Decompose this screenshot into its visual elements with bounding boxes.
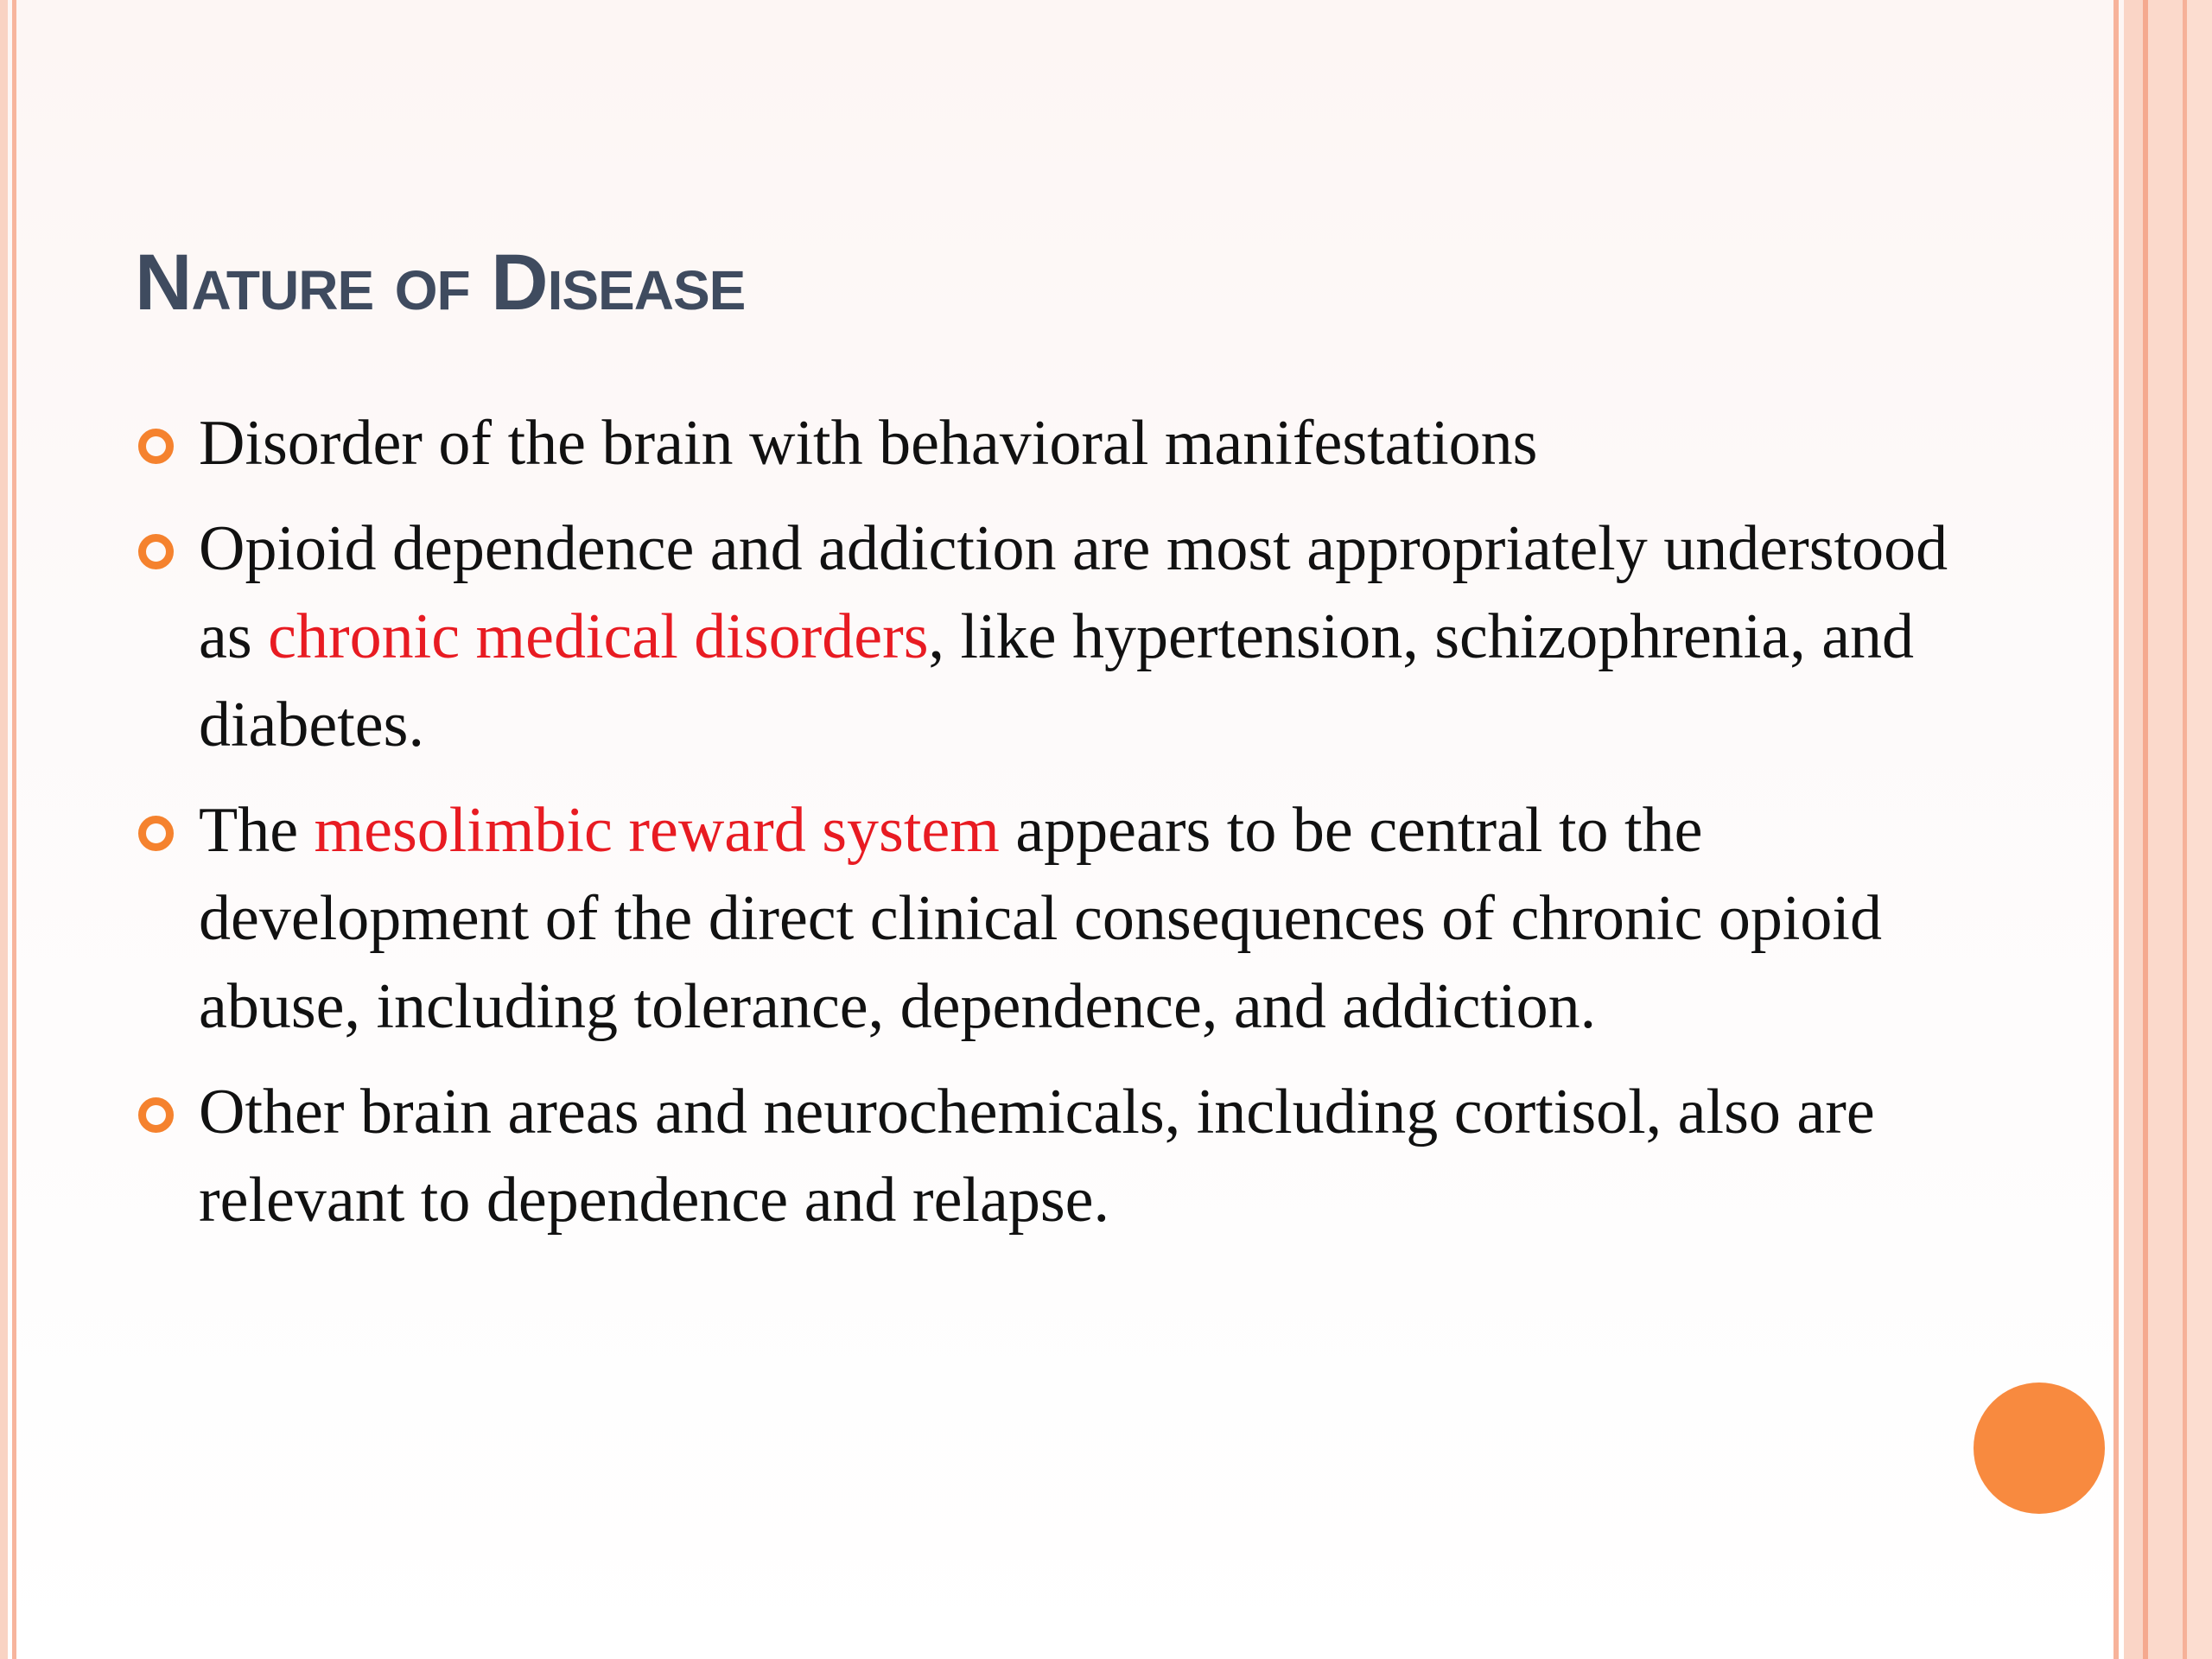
bullet-text: Disorder of the brain with behavioral manifestations <box>199 408 1538 479</box>
right-decorative-stripe <box>2124 0 2143 1659</box>
accent-circle-icon <box>1974 1382 2105 1514</box>
bullet-ring-icon <box>138 1097 174 1133</box>
bullet-item <box>199 1068 1961 1244</box>
bullet-item <box>199 399 1961 487</box>
bullet-ring-icon <box>138 429 174 464</box>
bullet-item <box>199 505 1961 769</box>
left-decorative-stripe <box>0 0 8 1659</box>
left-decorative-stripe-accent <box>12 0 16 1659</box>
bullet-item <box>199 786 1961 1051</box>
right-decorative-stripe <box>2148 0 2183 1659</box>
bullet-list <box>199 399 1961 1262</box>
bullet-text: Opioid dependence and addiction are most appropriately understood as <box>199 513 1948 672</box>
bullet-text: The <box>199 795 315 866</box>
bullet-text: Other brain areas and neurochemicals, including cortisol, also are relevant to dependence and relapse. <box>199 1077 1875 1236</box>
highlighted-term: mesolimbic reward system <box>314 795 1000 866</box>
bullet-ring-icon <box>138 816 174 851</box>
bullet-text: appears to be central to the development of the direct clinical consequences of chronic opioid abuse, including tolerance, dependence, and addiction. <box>199 795 1882 1042</box>
bullet-ring-icon <box>138 534 174 569</box>
right-decorative-stripe <box>2187 0 2212 1659</box>
right-decorative-stripe <box>2113 0 2119 1659</box>
bullet-text: , like hypertension, schizophrenia, and diabetes. <box>199 601 1915 760</box>
highlighted-term: chronic medical disorders <box>268 601 929 672</box>
slide-title: Nature of Disease <box>135 238 746 327</box>
